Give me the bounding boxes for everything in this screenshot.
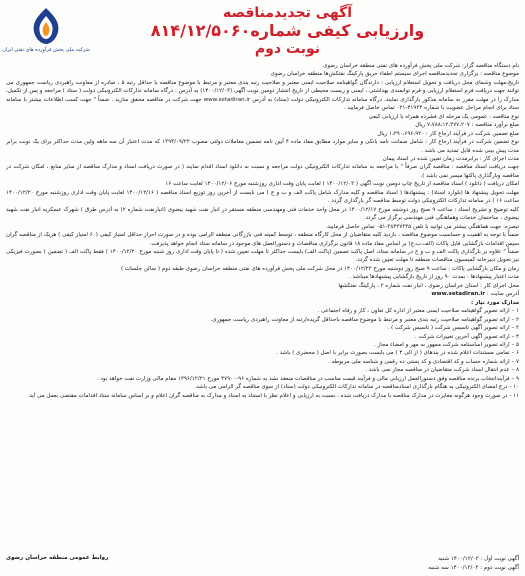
notice-round: نوبت دوم bbox=[254, 41, 321, 57]
second-date: ۱۴۰۰/۱۲/۰۳ سه شنبه bbox=[428, 564, 479, 571]
body-paragraph: مبلغ برآورد مناقصه : ۷،۷۸۸،۱۲،۳۷۷،۲۰۷ ریال bbox=[415, 122, 519, 129]
first-date-label: آگهی نوبت اول : bbox=[480, 556, 519, 563]
body-paragraph: نوع مناقصه : عمومی یک مرحله ای فشرده همراه با ارزیابی کیفی bbox=[368, 113, 519, 120]
body-paragraph: محل اجرای کار : استان خراسان رضوی ، انبار نفت شماره ۲ ، پارکینگ نفتکشها bbox=[338, 282, 519, 289]
requirement-item: ۱ – ارائه تصویر گواهینامه صلاحیت ایمنی معتبر از اداره کل تعاون ، کار و رفاه اجتماعی . bbox=[317, 308, 519, 315]
body-paragraph: نوع تضمین شرکت در فرآیند ارجاع کار : شامل ضمانت نامه بانکی و سایر موارد مطابق مفاد ماده ۴ آیین نامه تضمین معاملات دولتی مصوب ۱۳۹۴/۰۹/۲۲ که مدت اعتبار آن سه ماهه ولین مدت حداکثر برای یک نوبت برابر مدت پیش بینی شده قابل تمدید می باشد . bbox=[6, 139, 519, 154]
notice-title: آگهی تجدیدمناقصه bbox=[222, 5, 353, 21]
second-publication bbox=[428, 564, 519, 572]
body-paragraph: جهت دریافت اسناد مناقصه : مناقصه گران صرفاً " با مراجعه به سامانه تدارکات الکترونیکی دولت مراجعه و نسبت به دانلود اسناد اقدام نمایند ( در صورت دریافت اسناد و مدارک مناقصه از سایر منابع ، امکان شرکت در مناقصه وبارگذاری پاکتها میسر نمی باشد ). bbox=[6, 164, 519, 179]
body-paragraph: مدت اجرای کار : برابرمدت زمان تعیین شده در اسناد پیمان bbox=[382, 155, 519, 162]
website-label: آدرس سایت : bbox=[486, 291, 519, 298]
publication-dates bbox=[428, 555, 519, 572]
requirement-item: ۱۰ - درج امضای الکترونیکی به هنگام بارگذاری اسنادمناقصه در سامانه تدارکات الکترونیکی دولت (ستاد) از سوی مناقصه گر الزامی می باشد. bbox=[194, 384, 519, 391]
body-paragraph: مبلغ تضمین شرکت در فرآیند ارجاع کار : ۱،۳۹۰،۶۹۶،۹۳۰ ریال bbox=[377, 130, 519, 137]
requirement-item: ۲ – ارائه تصویر گواهینامه صلاحیت رتبه بندی معتبر و مرتبط با موضوع مناقصه باحداقل گریده/رتبه از معاونت راهبردی ریاست جمهوری. bbox=[210, 316, 519, 323]
notice-titles bbox=[96, 4, 479, 58]
logo-caption: شرکت ملی پخش فرآورده های نفتی ایران bbox=[2, 47, 90, 53]
body-paragraph: زمان و مکان بازگشایی پاکات : ساعت ۹ صبح روز دوشنبه مورخ ۱۴۰۰/۱۲/۲۲ در محل شرکت ملی پخش فرآورده های نفتی منطقه خراسان رضوی طبقه دوم ( سالن جلسات ) bbox=[121, 265, 519, 272]
flame-emblem-icon bbox=[24, 6, 68, 46]
body-paragraph: مدت اعتبار پیشنهادها : بمدت ۹۰ روز از تاریخ بازگشایی پیشنهادها میباشد . bbox=[349, 274, 519, 281]
notice-number: وارزیابی کیفی شماره۸۱۴/۱۲/۵۰۶۰ bbox=[150, 21, 425, 40]
requirements-list bbox=[6, 307, 519, 400]
body-paragraph: تبصره: جهت هماهنگی بیشتر می توانید با تلفن ۳۸۴۳۷۳۳۵-۰۵۱ تماس حاصل فرمایید. bbox=[325, 223, 519, 230]
requirement-item: ۴ – ارائه تصویر آگهی آخرین تغییرات شرکت . bbox=[414, 333, 519, 340]
requirement-item: ۷ – ارائه شماره حساب و کد اقتصادی و کد پستی ده رقمی و شناسه ملی مربوطه . bbox=[328, 358, 519, 365]
body-paragraph: تاریخ،مهلت وشمای محل دریافت و تحویل استعلام ارزیابی : دارندگان گواهینامه صلاحیت ایمنی معتبر و صلاحیت رتبه بندی معتبر و مرتبط با موضوع مناقصه با حداقل رتبه ۵ ، صادره از معاونت راهبردی ریاست جمهوری می توانند جهت دریافت فرم استعلام ارزیابی و فرم توانمندی بهداشتی ، ایمنی و زیست محیطی از تاریخ انتشار دومین نوبت آگهی (۱۴۰۰/۱۲/۰۳) به آدرس : درگاه سامانه تدارکات الکترونیکی دولت ( ستاد ) مراجعه و پس از تکمیل، مدارک را در مهلت مقرر به سامانه مذکور بارگذاری نمایند. درگاه سامانه تدارکات الکترونیکی دولت (ستاد) به آدرس www.setadiran.ir جهت شرکت در مناقصه محقق سازید . ضمناً " جهت کسب اطلاعات بیشتر با سامانه ستاد برای انجام مراحل عضویت با شماره ۴۱۹۳۴-۰۲۱ تماس حاصل فرمایید . bbox=[6, 79, 520, 112]
first-publication bbox=[428, 555, 519, 563]
notice-footer bbox=[6, 546, 519, 572]
requirement-item: ۵ – ارائه تصویر اساسنامه شرکت ممهور به مهر و امضاء مجاز . bbox=[373, 341, 519, 348]
requirement-item: ۶ – تمامی مستندات اعلام شده در بندهای ( از الی ۴ ) می بایست بصورت برابر با اصل ( محضری ) باشد . bbox=[276, 350, 519, 357]
signature: روابط عمومی منطقه خراسان رضوی bbox=[6, 554, 109, 561]
requirement-item: ۳ – ارائه تصویر آگهی تاسیس شرکت ( تاسیس شرکت ) . bbox=[387, 325, 519, 332]
body-paragraph: ضمناً با توجه به اهمیت و حساسیت موضوع مناقصه ، بازدید کلیه متقاضیان از محل کارگاه منطقه ، توسط کمیته فنی بازرگانی منطقه الزامی بوده و در صورت احراز حداقل امتیاز کیفی (۶۰ امتیاز کیفی ) هریک از مناقصه گران سپس اقدامات بازگشایی فایل پاکات (الف،ب،ج) بر اساس مفاد ماده ۱۸ قانون برگزاری مناقصات و دستورالعمل های موجود در سامانه ستاد انجام خواهد پذیرفت. bbox=[6, 232, 519, 247]
second-date-label: آگهی نوبت دوم : bbox=[480, 564, 519, 571]
website-line bbox=[6, 290, 519, 298]
body-paragraph: کلیه توضیح و تشریح اسناد : ساعت ۹ صبح روز دوشنبه مورخ ۱۴۰۰/۱۲/۱۷ در محل واحد خدمات فنی ومهندسی منطقه مستقر در انبار نفت شهید بیضوی (انبارنفت شماره ۲) به آدرس طرق ) شهرک عسکریه انبار نفت شهید بیضوی ، ساختمان خدمات وهماهنگی فنی مهندسی برگزار می گردد. bbox=[6, 206, 519, 222]
requirement-item: ۹ – فرآیندانتخاب برنده مناقصه وفق دستورالعمل ارزیابی مالی و فرآیند قیمت مناسب در مناقصات منعقد نشد به شماره ۹۶-۴۷۹۰۰ مورخ ۱۳۹۶/۱۲/۲۱ مقام مالی وزارت نفت خواهد بود . bbox=[96, 375, 519, 382]
company-logo bbox=[2, 6, 90, 56]
first-date: ۱۴۰۰/۱۲/۰۲ شنبه bbox=[438, 556, 479, 563]
body-paragraph: ضمناً " علاوه بر بارگذاری پاکت الف و ب و ج در سامانه ستاد، اصل پاکت تضمین (پاکت الف) بایست حداکثر تا مهلت تعیین شده ( تا پایان وقت اداری روز شنبه مورخ ۱۴۰۰/۱۲/۲۰ ) فقط پاکت الف ( تضمین ) بصورت فیزیکی نیز تحویل دبیرخانه کمیسیون مناقصات منطقه تا مهلت تعیین شده گردد. bbox=[6, 248, 519, 264]
notice-header bbox=[2, 4, 519, 62]
body-paragraph: امکان دریافت ( دانلود ) اسناد مناقصه از تاریخ چاپ دومین نوبت آگهی ( ۱۴۰۰/۱۲/۰۳ ) لغایت پایان وقت اداری روزشنبه مورخ ۱۴۰۰/۱۲/۰۶ لغایت ساعت ۱۶ bbox=[165, 181, 519, 188]
body-paragraph: نام دستگاه مناقصه گزار: شرکت ملی پخش فرآورده های نفتی منطقه خراسان رضوی bbox=[323, 63, 519, 69]
website-link[interactable]: www.setadiran.ir bbox=[431, 291, 486, 298]
requirements-title: مدارک مورد نیاز : bbox=[471, 299, 519, 306]
body-paragraph: موضوع مناقصه : برگزاری تجدیدمناقصه اجرای سیستم اطفاء حریق پارکینگ نفتکش‌ها منطقه خراسان رضوی bbox=[270, 71, 519, 78]
requirement-item: ۸ – عدم انتقال اسناد شرکت متقاضیان در مناقصه مجاز نمی باشد . bbox=[365, 367, 519, 374]
requirement-item: ۱۱ - در صورت وجود هرگونه مغایرت در مدارک مناقصه با مدارک دریافت شده ، نسبت به ارزیابی و اعلام نظر با استناد به اسناد و مدارک به مناقصه گران اعلام و بر اساس سامانه ستاد اقدامات مقتضی بعمل می آید. bbox=[27, 392, 519, 399]
notice-body bbox=[6, 62, 519, 400]
body-paragraph: مهلت تحویل پیشنهاد ها (بلوارد اسناد) : پیشنهادها ( اسناد مناقصه و کلیه مدارک شامل پاکت الف و ب و ج ) می بایست از آخرین روز توزیع اسناد مناقصه ( ۱۴۰۰/۱۲/۱۶ لغایت پایان وقت اداری روزشنبه مورخ ۱۴۰۰/۱۲/۲۰ ساعت ۱۶ ) در سامانه تدارکات الکترونیکی دولت توسط مناقصه گر بارگذاری گردد . bbox=[6, 189, 519, 205]
